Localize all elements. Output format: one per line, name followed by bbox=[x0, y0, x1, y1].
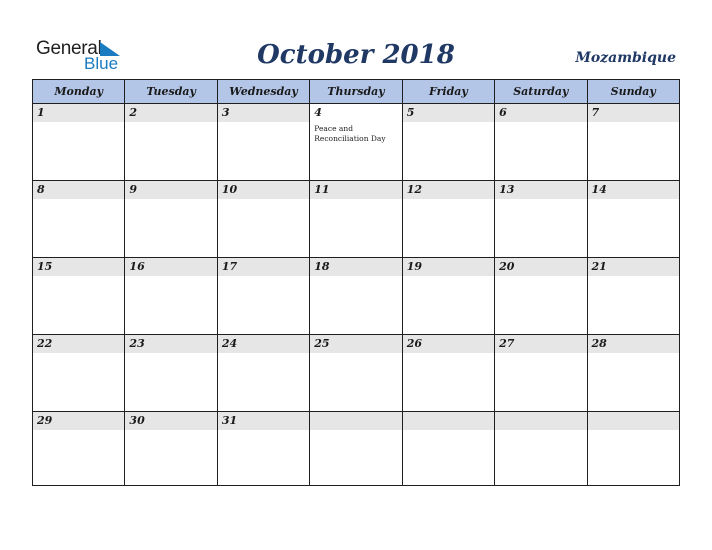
day-cell[interactable] bbox=[125, 258, 217, 334]
day-number: 15 bbox=[37, 260, 53, 273]
day-cell[interactable] bbox=[588, 258, 679, 334]
day-number: 1 bbox=[37, 106, 45, 119]
day-cell[interactable] bbox=[125, 412, 217, 485]
day-cell[interactable] bbox=[403, 181, 495, 257]
weekday-tuesday: Tuesday bbox=[125, 80, 217, 103]
week-row-2 bbox=[33, 181, 679, 258]
day-number: 25 bbox=[314, 337, 330, 350]
day-cell[interactable] bbox=[33, 181, 125, 257]
logo-blue-text: Blue bbox=[84, 54, 119, 73]
day-number: 20 bbox=[499, 260, 515, 273]
day-cell[interactable] bbox=[33, 104, 125, 180]
day-number: 24 bbox=[221, 337, 238, 350]
day-cell[interactable] bbox=[125, 181, 217, 257]
day-number: 19 bbox=[406, 260, 422, 273]
country-name: Mozambique bbox=[575, 50, 676, 66]
day-number: 16 bbox=[129, 260, 145, 273]
day-cell[interactable] bbox=[588, 181, 679, 257]
day-number: 18 bbox=[314, 260, 330, 273]
day-cell-empty bbox=[588, 412, 679, 485]
day-cell[interactable] bbox=[310, 335, 402, 411]
day-number: 12 bbox=[406, 183, 422, 196]
day-cell[interactable] bbox=[218, 412, 310, 485]
day-cell[interactable] bbox=[33, 258, 125, 334]
day-cell-empty bbox=[310, 412, 402, 485]
calendar-title: October 2018 bbox=[257, 40, 455, 70]
weekday-monday: Monday bbox=[33, 80, 125, 103]
day-number: 31 bbox=[221, 414, 238, 427]
day-number: 10 bbox=[221, 183, 238, 196]
day-number: 30 bbox=[129, 414, 145, 427]
day-cell[interactable] bbox=[495, 258, 587, 334]
day-cell[interactable] bbox=[218, 181, 310, 257]
day-number: 14 bbox=[591, 183, 607, 196]
day-cell-empty bbox=[403, 412, 495, 485]
weekday-header-row bbox=[33, 80, 679, 104]
day-number: 5 bbox=[406, 106, 415, 119]
day-cell[interactable] bbox=[33, 335, 125, 411]
week-row-5 bbox=[33, 412, 679, 485]
day-cell[interactable] bbox=[403, 104, 495, 180]
day-number: 13 bbox=[499, 183, 515, 196]
day-number: 9 bbox=[129, 183, 138, 196]
weekday-wednesday: Wednesday bbox=[218, 80, 310, 103]
day-number: 26 bbox=[406, 337, 422, 350]
day-cell[interactable] bbox=[588, 104, 679, 180]
day-cell[interactable] bbox=[125, 335, 217, 411]
week-row-3 bbox=[33, 258, 679, 335]
day-cell[interactable] bbox=[495, 104, 587, 180]
day-number: 2 bbox=[129, 106, 138, 119]
day-number: 11 bbox=[314, 183, 330, 196]
day-number: 3 bbox=[221, 106, 230, 119]
day-number: 28 bbox=[591, 337, 607, 350]
calendar-grid bbox=[32, 79, 680, 486]
day-number: 6 bbox=[499, 106, 507, 119]
day-number: 7 bbox=[591, 106, 600, 119]
day-cell[interactable] bbox=[125, 104, 217, 180]
holiday-label: Peace and Reconciliation Day bbox=[314, 124, 386, 143]
day-number: 27 bbox=[499, 337, 515, 350]
day-number: 21 bbox=[591, 260, 607, 273]
day-cell[interactable] bbox=[218, 104, 310, 180]
day-cell[interactable] bbox=[310, 181, 402, 257]
day-number: 29 bbox=[37, 414, 53, 427]
week-row-4 bbox=[33, 335, 679, 412]
day-cell[interactable] bbox=[403, 258, 495, 334]
day-cell[interactable] bbox=[33, 412, 125, 485]
weekday-sunday: Sunday bbox=[610, 85, 656, 98]
day-cell[interactable] bbox=[588, 335, 679, 411]
day-number: 17 bbox=[221, 260, 238, 273]
day-number: 23 bbox=[129, 337, 145, 350]
day-number: 8 bbox=[37, 183, 45, 196]
day-cell-empty bbox=[495, 412, 587, 485]
day-number: 4 bbox=[314, 106, 322, 119]
day-cell[interactable] bbox=[495, 335, 587, 411]
day-cell[interactable] bbox=[310, 258, 402, 334]
weekday-thursday: Thursday bbox=[310, 80, 402, 103]
weekday-friday: Friday bbox=[403, 80, 495, 103]
day-cell[interactable] bbox=[218, 335, 310, 411]
day-cell[interactable] bbox=[218, 258, 310, 334]
day-cell[interactable] bbox=[310, 104, 402, 180]
weekday-saturday: Saturday bbox=[495, 80, 587, 103]
day-number: 22 bbox=[37, 337, 53, 350]
day-cell[interactable] bbox=[495, 181, 587, 257]
day-cell[interactable] bbox=[403, 335, 495, 411]
logo-general-text: General bbox=[36, 38, 102, 59]
week-row-1 bbox=[33, 104, 679, 181]
